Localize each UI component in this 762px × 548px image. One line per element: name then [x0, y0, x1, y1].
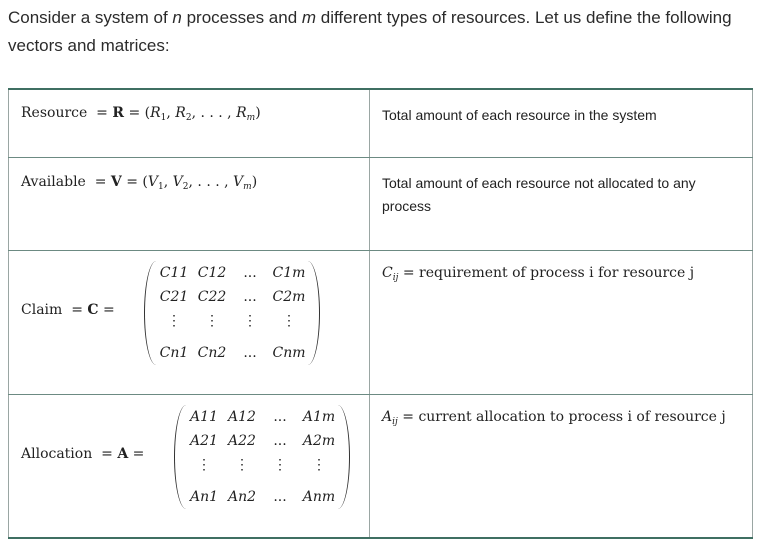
available-label: Available — [21, 173, 86, 190]
matrix-cell: C22 — [197, 288, 227, 305]
resource-formula-cell — [9, 89, 370, 157]
intro-var-m: m — [301, 8, 317, 27]
matrix-cell: Cn1 — [159, 344, 189, 361]
matrix-row — [155, 285, 309, 309]
allocation-label: Allocation — [21, 445, 93, 462]
claim-description: $C_{ij}$ = requirement of process i for resource j — [382, 264, 695, 283]
matrix-cell: ⋮ — [205, 312, 219, 329]
matrix-row — [155, 261, 309, 285]
table-row-available — [9, 157, 753, 250]
matrix-cell: Cnm — [272, 344, 306, 361]
table-row-resource — [9, 89, 753, 157]
matrix-cell: C21 — [159, 288, 189, 305]
matrix-row — [155, 341, 309, 365]
claim-desc-cell — [370, 250, 753, 394]
claim-label: Claim — [21, 301, 63, 318]
matrix-cell: C2m — [272, 288, 306, 305]
intro-text-1: Consider a system of — [8, 8, 173, 27]
resource-symbol: R — [112, 105, 125, 121]
available-formula-cell — [9, 157, 370, 250]
matrix-cell: ... — [243, 288, 257, 305]
matrix-row — [185, 405, 339, 429]
matrix-cell: A22 — [228, 432, 256, 449]
allocation-desc-cell — [370, 394, 753, 538]
allocation-formula: Allocation = A = — [21, 445, 145, 462]
matrix-cell: ⋮ — [273, 456, 287, 473]
claim-symbol: C — [87, 301, 99, 318]
matrix-cell: C12 — [197, 264, 227, 281]
matrix-cell: A12 — [228, 408, 256, 425]
matrix-cell: ⋮ — [312, 456, 326, 473]
matrix-cell: C1m — [272, 264, 306, 281]
definitions-table — [8, 88, 753, 539]
matrix-cell: ... — [273, 432, 287, 449]
resource-description: Total amount of each resource in the system — [382, 107, 657, 123]
available-desc-cell — [370, 157, 753, 250]
matrix-cell: An1 — [189, 488, 219, 505]
available-description: Total amount of each resource not allocated to any process — [382, 174, 696, 214]
matrix-row — [185, 429, 339, 453]
intro-var-n: n — [172, 8, 182, 27]
matrix-cell: Cn2 — [197, 344, 227, 361]
available-formula: Available = $V = (V_1$, $V_2$, . . . , $V_m$) — [21, 173, 258, 192]
matrix-cell: A2m — [302, 432, 336, 449]
matrix-cell: A1m — [302, 408, 336, 425]
matrix-cell: C11 — [159, 264, 189, 281]
matrix-cell: ⋮ — [197, 456, 211, 473]
available-symbol: V — [110, 173, 122, 190]
allocation-description: $A_{ij}$ = current allocation to process i of resource j — [382, 408, 726, 427]
matrix-row — [185, 453, 339, 477]
resource-label: Resource — [21, 105, 88, 121]
claim-formula: Claim = C = — [21, 301, 115, 318]
matrix-cell: A11 — [190, 408, 218, 425]
matrix-cell: A21 — [190, 432, 218, 449]
matrix-cell: ⋮ — [167, 312, 181, 329]
matrix-cell: An2 — [227, 488, 257, 505]
claim-matrix — [144, 261, 320, 365]
allocation-formula-cell — [9, 394, 370, 538]
matrix-row — [185, 485, 339, 509]
intro-paragraph — [8, 4, 758, 60]
matrix-row — [155, 309, 309, 333]
matrix-cell: ... — [273, 488, 287, 505]
table-row-claim — [9, 250, 753, 394]
table-row-allocation — [9, 394, 753, 538]
intro-text-3: different types of resources. Let us define the following vectors and matrices: — [8, 8, 732, 55]
intro-text-2: processes and — [181, 8, 302, 27]
matrix-cell: ⋮ — [235, 456, 249, 473]
matrix-cell: ... — [243, 344, 257, 361]
matrix-cell: Anm — [302, 488, 336, 505]
claim-formula-cell — [9, 250, 370, 394]
allocation-symbol: A — [117, 445, 129, 462]
matrix-cell: ⋮ — [282, 312, 296, 329]
resource-desc-cell — [370, 89, 753, 157]
matrix-cell: ... — [243, 264, 257, 281]
allocation-matrix — [174, 405, 350, 509]
matrix-cell: ... — [273, 408, 287, 425]
matrix-cell: ⋮ — [243, 312, 257, 329]
resource-formula: Resource = $R = (R_1$, $R_2$, . . . , $R_m$) — [21, 105, 261, 123]
